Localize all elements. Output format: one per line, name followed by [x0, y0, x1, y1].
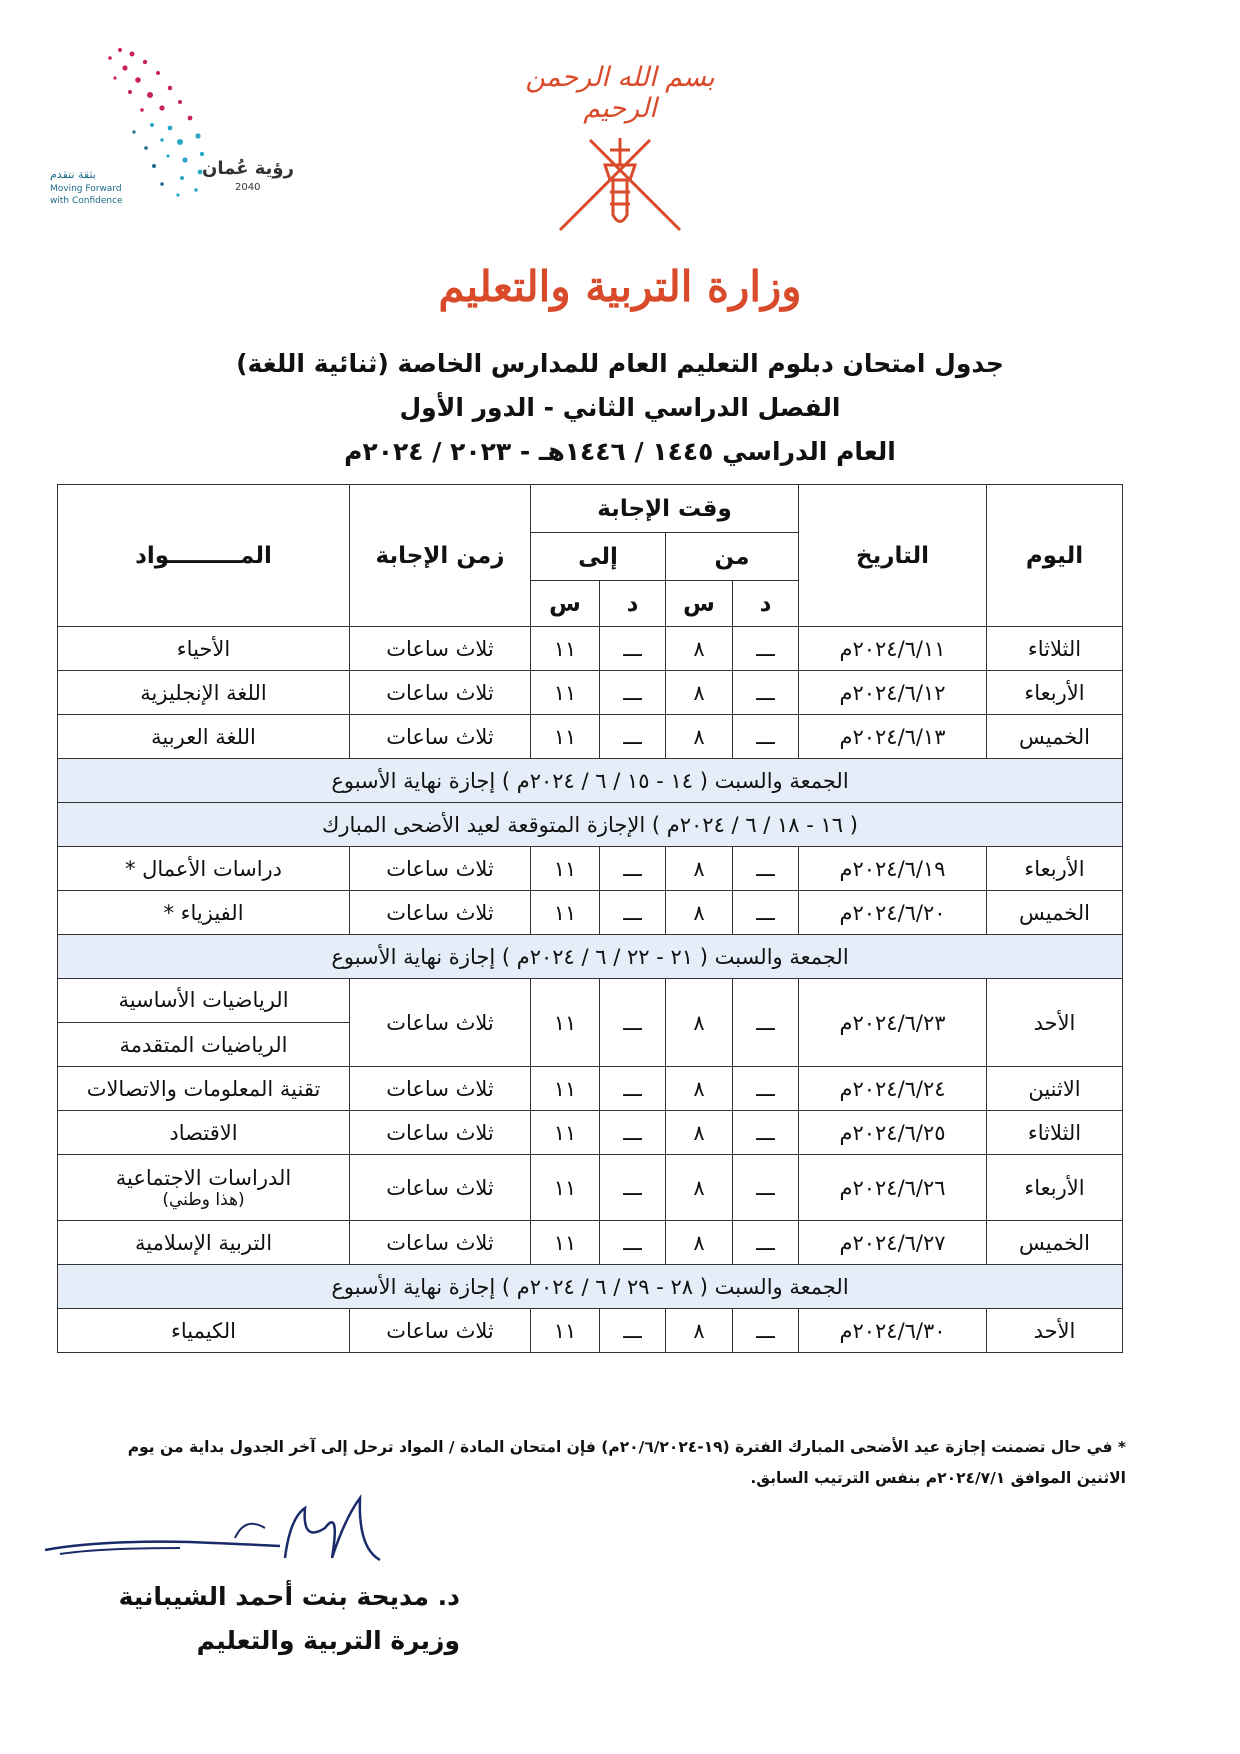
from-hour-cell: ٨ [666, 1221, 733, 1265]
to-hour-cell: ١١ [531, 627, 600, 671]
date-cell: ٢٠٢٤/٦/٢٥م [799, 1111, 987, 1155]
exam-row [58, 847, 1123, 891]
title-line-1: جدول امتحان دبلوم التعليم العام للمدارس الخاصة (ثنائية اللغة) [236, 349, 1004, 378]
duration-cell: ثلاث ساعات [350, 1309, 531, 1353]
to-hour-cell: ١١ [531, 979, 600, 1067]
footnote-line-2: الاثنين الموافق ٢٠٢٤/٧/١م بنفس الترتيب السابق. [750, 1469, 1126, 1487]
duration-cell: ثلاث ساعات [350, 1155, 531, 1221]
duration-cell: ثلاث ساعات [350, 891, 531, 935]
subject-cell [58, 1155, 350, 1221]
subject-name: الدراسات الاجتماعية [115, 1165, 292, 1190]
from-minute-cell: ـــ [733, 1111, 799, 1155]
ministry-name: وزارة التربية والتعليم [438, 262, 802, 311]
oman-emblem-icon [555, 120, 685, 245]
to-minute-cell: ـــ [600, 891, 666, 935]
date-cell: ٢٠٢٤/٦/٢٧م [799, 1221, 987, 1265]
to-hour-cell: ١١ [531, 891, 600, 935]
to-minute-cell: ـــ [600, 627, 666, 671]
subject-name: الكيمياء [171, 1318, 236, 1343]
to-hour-cell: ١١ [531, 1155, 600, 1221]
from-hour-cell: ٨ [666, 1155, 733, 1221]
to-hour-cell: ١١ [531, 1067, 600, 1111]
date-cell: ٢٠٢٤/٦/١٣م [799, 715, 987, 759]
subject-cell [58, 891, 350, 935]
subject-cell [58, 1111, 350, 1155]
vision-tag-en2: with Confidence [50, 196, 123, 206]
exam-row [58, 1155, 1123, 1221]
from-hour-cell: ٨ [666, 1309, 733, 1353]
subject-name: الرياضيات الأساسية [118, 988, 289, 1012]
from-minute-cell: ـــ [733, 891, 799, 935]
signer-name: د. مديحة بنت أحمد الشيبانية [118, 1582, 460, 1611]
from-minute-cell: ـــ [733, 1221, 799, 1265]
to-hour-cell: ١١ [531, 847, 600, 891]
date-cell: ٢٠٢٤/٦/٢٤م [799, 1067, 987, 1111]
to-minute-cell: ـــ [600, 847, 666, 891]
subject-cell [58, 1221, 350, 1265]
from-minute-cell: ـــ [733, 627, 799, 671]
holiday-separator-text: الجمعة والسبت ( ٢١ - ٢٢ / ٦ / ٢٠٢٤م ) إجازة نهاية الأسبوع [58, 935, 1123, 979]
duration-cell: ثلاث ساعات [350, 715, 531, 759]
exam-row [58, 1067, 1123, 1111]
to-hour-cell: ١١ [531, 715, 600, 759]
to-minute-cell: ـــ [600, 671, 666, 715]
date-cell: ٢٠٢٤/٦/٢٦م [799, 1155, 987, 1221]
from-hour-cell: ٨ [666, 671, 733, 715]
subject-name: الاقتصاد [169, 1120, 238, 1145]
vision-year: 2040 [235, 182, 261, 193]
holiday-separator-row [58, 759, 1123, 803]
subject-cell [58, 847, 350, 891]
to-minute-cell: ـــ [600, 979, 666, 1067]
to-minute-cell: ـــ [600, 1309, 666, 1353]
to-minute-cell: ـــ [600, 1155, 666, 1221]
exam-row [58, 1309, 1123, 1353]
exam-row [58, 671, 1123, 715]
date-cell: ٢٠٢٤/٦/١١م [799, 627, 987, 671]
subject-cell [58, 671, 350, 715]
day-cell: الخميس [987, 1221, 1123, 1265]
header-from-hour: س [666, 581, 733, 627]
from-hour-cell: ٨ [666, 847, 733, 891]
day-cell: الثلاثاء [987, 627, 1123, 671]
to-hour-cell: ١١ [531, 1111, 600, 1155]
to-minute-cell: ـــ [600, 715, 666, 759]
footnote-line-1: * في حال تضمنت إجازة عيد الأضحى المبارك الفترة (١٩-٢٠/٦/٢٠٢٤م) فإن امتحان المادة / المواد ترحل إلى آخر الجدول بداية من يوم [127, 1438, 1126, 1456]
exam-row [58, 1221, 1123, 1265]
from-minute-cell: ـــ [733, 847, 799, 891]
exam-row [58, 979, 1123, 1067]
holiday-separator-text: الجمعة والسبت ( ٢٨ - ٢٩ / ٦ / ٢٠٢٤م ) إجازة نهاية الأسبوع [58, 1265, 1123, 1309]
from-minute-cell: ـــ [733, 671, 799, 715]
holiday-separator-row [58, 935, 1123, 979]
exam-row [58, 891, 1123, 935]
day-cell: الثلاثاء [987, 1111, 1123, 1155]
header-subjects: المـــــــــواد [58, 485, 350, 627]
basmala: بسم الله الرحمن الرحيم [525, 62, 715, 124]
date-cell: ٢٠٢٤/٦/١٩م [799, 847, 987, 891]
from-hour-cell: ٨ [666, 627, 733, 671]
subject-name: الفيزياء * [163, 900, 244, 925]
day-cell: الأحد [987, 979, 1123, 1067]
date-cell: ٢٠٢٤/٦/٢٣م [799, 979, 987, 1067]
day-cell: الأربعاء [987, 847, 1123, 891]
duration-cell: ثلاث ساعات [350, 1221, 531, 1265]
day-cell: الأربعاء [987, 1155, 1123, 1221]
to-minute-cell: ـــ [600, 1067, 666, 1111]
vision-tag-en1: Moving Forward [50, 184, 122, 194]
duration-cell: ثلاث ساعات [350, 627, 531, 671]
to-hour-cell: ١١ [531, 1221, 600, 1265]
exam-row [58, 627, 1123, 671]
from-hour-cell: ٨ [666, 979, 733, 1067]
header-duration: زمن الإجابة [350, 485, 531, 627]
document-titles [200, 342, 1040, 474]
from-hour-cell: ٨ [666, 1067, 733, 1111]
day-cell: الخميس [987, 715, 1123, 759]
date-cell: ٢٠٢٤/٦/١٢م [799, 671, 987, 715]
date-cell: ٢٠٢٤/٦/٢٠م [799, 891, 987, 935]
subject-cell [58, 627, 350, 671]
holiday-separator-text: ( ١٦ - ١٨ / ٦ / ٢٠٢٤م ) الإجازة المتوقعة لعيد الأضحى المبارك [58, 803, 1123, 847]
subject-name: اللغة الإنجليزية [140, 680, 267, 705]
header-to-hour: س [531, 581, 600, 627]
oman-vision-2040-logo [50, 40, 320, 230]
title-line-3: العام الدراسي ١٤٤٥ / ١٤٤٦هـ - ٢٠٢٣ / ٢٠٢٤م [344, 437, 896, 466]
day-cell: الأحد [987, 1309, 1123, 1353]
from-minute-cell: ـــ [733, 979, 799, 1067]
header-day: اليوم [987, 485, 1123, 627]
subject-name-2: الرياضيات المتقدمة [58, 1022, 349, 1057]
holiday-separator-row [58, 803, 1123, 847]
from-hour-cell: ٨ [666, 891, 733, 935]
to-minute-cell: ـــ [600, 1111, 666, 1155]
subject-name: دراسات الأعمال * [124, 856, 283, 881]
from-minute-cell: ـــ [733, 1067, 799, 1111]
header-to-minute: د [600, 581, 666, 627]
day-cell: الاثنين [987, 1067, 1123, 1111]
holiday-separator-text: الجمعة والسبت ( ١٤ - ١٥ / ٦ / ٢٠٢٤م ) إجازة نهاية الأسبوع [58, 759, 1123, 803]
day-cell: الأربعاء [987, 671, 1123, 715]
vision-tag-arabic: بثقة نتقدم [50, 168, 96, 181]
exam-row [58, 1111, 1123, 1155]
subject-name: التربية الإسلامية [134, 1230, 273, 1255]
from-minute-cell: ـــ [733, 715, 799, 759]
subject-cell [58, 1067, 350, 1111]
exam-row [58, 715, 1123, 759]
signer-title: وزيرة التربية والتعليم [196, 1626, 460, 1655]
duration-cell: ثلاث ساعات [350, 671, 531, 715]
subject-name: اللغة العربية [151, 724, 256, 749]
title-line-2: الفصل الدراسي الثاني - الدور الأول [399, 393, 841, 422]
exam-schedule-table [57, 484, 1123, 1353]
footnote [60, 1432, 1126, 1494]
signature-image [40, 1488, 420, 1588]
subject-cell [58, 979, 350, 1067]
holiday-separator-row [58, 1265, 1123, 1309]
day-cell: الخميس [987, 891, 1123, 935]
header-from: من [666, 533, 799, 581]
header-answer-time: وقت الإجابة [531, 485, 799, 533]
header-to: إلى [531, 533, 666, 581]
from-hour-cell: ٨ [666, 1111, 733, 1155]
duration-cell: ثلاث ساعات [350, 1111, 531, 1155]
signer-block [60, 1575, 460, 1663]
subject-cell [58, 1309, 350, 1353]
duration-cell: ثلاث ساعات [350, 1067, 531, 1111]
vision-arabic-title: رؤية عُمان [202, 158, 294, 179]
duration-cell: ثلاث ساعات [350, 847, 531, 891]
duration-cell: ثلاث ساعات [350, 979, 531, 1067]
subject-note: (هذا وطني) [162, 1189, 245, 1210]
subject-name: تقنية المعلومات والاتصالات [86, 1076, 321, 1101]
from-hour-cell: ٨ [666, 715, 733, 759]
to-minute-cell: ـــ [600, 1221, 666, 1265]
to-hour-cell: ١١ [531, 671, 600, 715]
from-minute-cell: ـــ [733, 1309, 799, 1353]
date-cell: ٢٠٢٤/٦/٣٠م [799, 1309, 987, 1353]
header-from-minute: د [733, 581, 799, 627]
schedule-body [58, 627, 1123, 1353]
header-date: التاريخ [799, 485, 987, 627]
subject-name: الأحياء [176, 636, 231, 661]
to-hour-cell: ١١ [531, 1309, 600, 1353]
subject-cell [58, 715, 350, 759]
from-minute-cell: ـــ [733, 1155, 799, 1221]
